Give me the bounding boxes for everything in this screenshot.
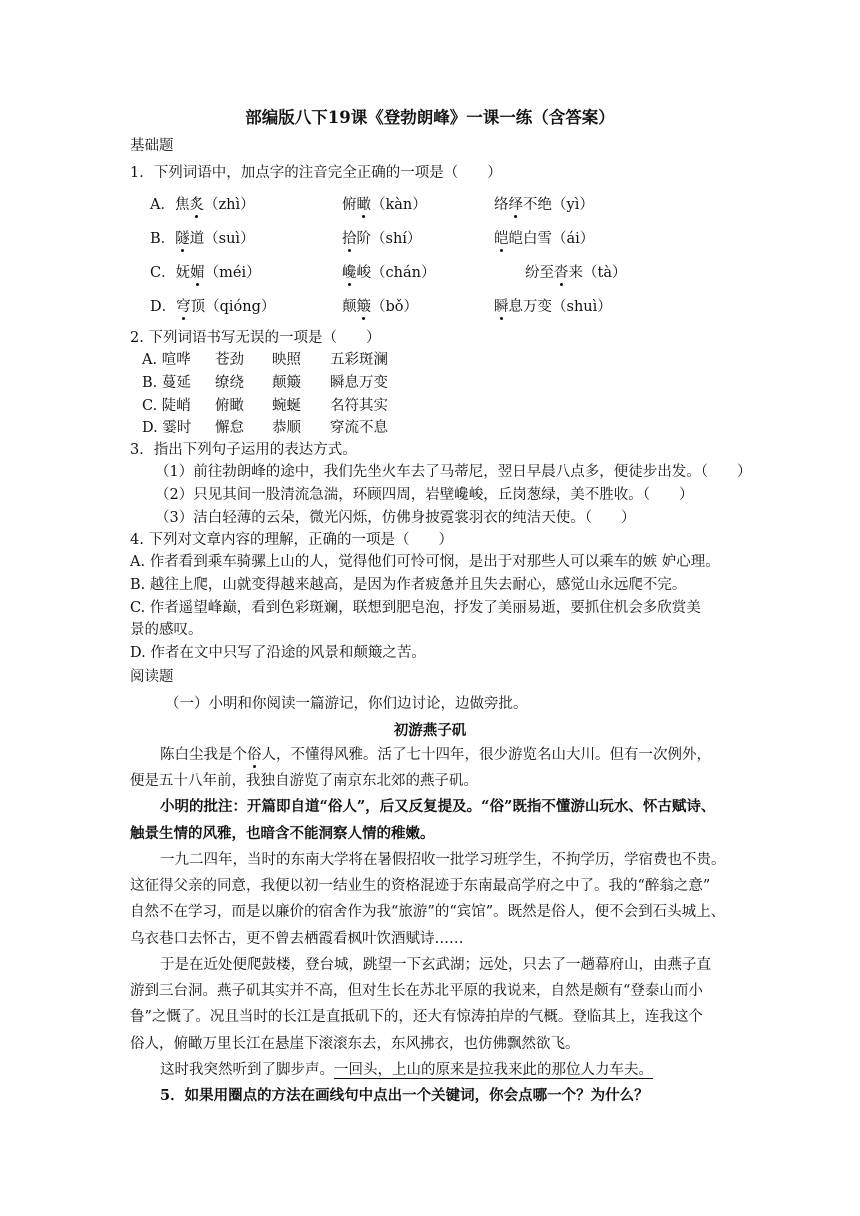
- q4-option-b: B. 越往上爬，山就变得越来越高，是因为作者疲惫并且失去耐心，感觉山永远爬不完。: [130, 577, 687, 593]
- emphasis-dot-char: 隧: [175, 231, 190, 247]
- question-5-stem: 5．如果用圈点的方法在画线句中点出一个关键词，你会点哪一个？为什么？: [160, 1087, 649, 1104]
- annotation-line2: 触景生情的风雅，也暗含不能洞察人情的稚嫩。: [130, 825, 435, 842]
- q1-option-b-word3: 皑皑白雪（ái）: [494, 231, 595, 247]
- q2-row-a-col2: 苍劲: [215, 352, 244, 368]
- q2-row-c-col4: 名符其实: [330, 398, 388, 414]
- q1-option-b-word2: 拾阶（shí）: [342, 231, 422, 247]
- q1-option-d-word2: 颠簸（bǒ）: [342, 299, 419, 315]
- essay-paragraph-1-line2: 便是五十八年前，我独自游览了南京东北郊的燕子矶。: [130, 773, 478, 789]
- emphasis-dot-char: 绎: [508, 197, 523, 213]
- q2-row-d-col1: D. 霎时: [142, 420, 192, 436]
- annotation-line1: 小明的批注：开篇即自道“俗人”，后又反复提及。“俗”既指不懂游山玩水、怀古赋诗、: [160, 798, 716, 815]
- q1-option-a-word2: 俯瞰（kàn）: [342, 197, 427, 213]
- question-1-stem: 1．下列词语中，加点字的注音完全正确的一项是（ ）: [130, 165, 502, 181]
- underlined-sentence: 一回头，上山的原来是拉我来此的那位人力车夫。: [334, 1062, 653, 1078]
- q3-item-2: （2）只见其间一股清流急湍，环顾四周，岩壁巉峻，丘岗葱绿，美不胜收。（ ）: [155, 487, 694, 503]
- q4-option-a: A. 作者看到乘车骑骡上山的人，觉得他们可怜可悯，是出于对那些人可以乘车的嫉 妒心理。: [130, 554, 720, 570]
- essay-paragraph-1-line1: 陈白尘我是个俗人，不懂得风雅。活了七十四年，很少游览名山大川。但有一次例外，: [160, 747, 711, 763]
- emphasis-dot-char: 媚: [190, 265, 205, 281]
- q1-option-c-word3: 纷至沓来（tà）: [525, 265, 627, 281]
- q1-option-c-word2: 巉峻（chán）: [342, 265, 436, 281]
- emphasis-dot-char: 炙: [189, 197, 204, 213]
- emphasis-dot-char: 瞰: [356, 197, 371, 213]
- q4-option-c-line2: 景的感叹。: [130, 622, 203, 638]
- q1-option-d: D．穹顶（qióng）: [150, 299, 276, 315]
- emphasis-dot-char: 俗: [247, 747, 262, 763]
- q2-row-a-col3: 映照: [272, 352, 301, 368]
- section-heading-basic: 基础题: [130, 138, 174, 154]
- q2-row-d-col2: 懈怠: [215, 420, 244, 436]
- emphasis-dot-char: 拾: [342, 231, 357, 247]
- q2-row-a-col4: 五彩斑澜: [330, 352, 388, 368]
- question-3-stem: 3．指出下列句子运用的表达方式。: [130, 442, 357, 458]
- essay-paragraph-3-line1: 于是在近处便爬鼓楼，登台城，跳望一下玄武湖；远处，只去了一趟幕府山，由燕子直: [160, 957, 711, 973]
- q3-item-3: （3）洁白轻薄的云朵，微光闪烁，仿佛身披霓裳羽衣的纯洁天使。（ ）: [155, 510, 636, 526]
- emphasis-dot-char: 穹: [176, 299, 191, 315]
- question-2-stem: 2. 下列词语书写无误的一项是（ ）: [130, 330, 381, 346]
- q1-option-b: B．隧道（suì）: [150, 231, 255, 247]
- q2-row-b-col4: 瞬息万变: [330, 375, 388, 391]
- paragraph-4-lead: 这时我突然听到了脚步声。: [160, 1062, 334, 1078]
- q1-option-d-word3: 瞬息万变（shuì）: [494, 299, 612, 315]
- q4-option-d: D. 作者在文中只写了沿途的风景和颠簸之苦。: [130, 645, 426, 661]
- emphasis-dot-char: 簸: [356, 299, 371, 315]
- document-title: 部编版八下19课《登勃朗峰》一课一练（含答案）: [245, 108, 615, 127]
- q2-row-d-col4: 穿流不息: [330, 420, 388, 436]
- essay-paragraph-3-line4: 俗人，俯瞰万里长江在悬崖下滚滚东去，东风拂衣，也仿佛飘然欲飞。: [130, 1036, 580, 1052]
- q1-option-a: A．焦炙（zhì）: [150, 197, 255, 213]
- emphasis-dot-char: 皑: [494, 231, 509, 247]
- q2-row-d-col3: 恭顺: [272, 420, 301, 436]
- essay-title: 初游燕子矶: [393, 722, 467, 739]
- q1-option-a-word3: 络绎不绝（yì）: [494, 197, 594, 213]
- q4-option-c-line1: C. 作者遥望峰巅，看到色彩斑斓，联想到肥皂泡，抒发了美丽易逝，要抓住机会多欣赏美: [130, 600, 701, 616]
- essay-paragraph-2-line1: 一九二四年，当时的东南大学将在暑假招收一批学习班学生，不拘学历，学宿费也不贵。: [160, 852, 726, 868]
- q2-row-b-col1: B. 蔓延: [142, 375, 191, 391]
- q2-row-b-col2: 缭绕: [215, 375, 244, 391]
- q1-option-c: C．妩媚（méi）: [150, 265, 261, 281]
- essay-paragraph-2-line2: 这征得父亲的同意，我便以初一结业生的资格混迹于东南最高学府之中了。我的“醉翁之意”: [130, 878, 711, 894]
- question-4-stem: 4. 下列对文章内容的理解，正确的一项是（ ）: [130, 532, 453, 548]
- reading-intro: （一）小明和你阅读一篇游记，你们边讨论，边做旁批。: [165, 696, 528, 712]
- essay-paragraph-2-line3: 自然不在学习，而是以廉价的宿舍作为我“旅游”的“宾馆”。既然是俗人，便不会到石头城上、: [130, 904, 726, 920]
- q2-row-b-col3: 颠簸: [272, 375, 301, 391]
- essay-paragraph-2-line4: 乌衣巷口去怀古，更不曾去栖霞看枫叶饮酒赋诗……: [130, 931, 464, 947]
- q2-row-a-col1: A. 喧哗: [142, 352, 191, 368]
- q2-row-c-col3: 蜿蜒: [272, 398, 301, 414]
- q2-row-c-col2: 俯瞰: [215, 398, 244, 414]
- essay-paragraph-3-line3: 鲁”之慨了。况且当时的长江是直抵矶下的，还大有惊涛拍岸的气概。登临其上，连我这个: [130, 1009, 703, 1025]
- q3-item-1: （1）前往勃朗峰的途中，我们先坐火车去了马蒂尼，翌日早晨八点多，便徒步出发。（ ）: [155, 464, 752, 480]
- emphasis-dot-char: 巉: [342, 265, 357, 281]
- q2-row-c-col1: C. 陡峭: [142, 398, 191, 414]
- emphasis-dot-char: 沓: [554, 265, 569, 281]
- section-heading-reading: 阅读题: [130, 669, 174, 685]
- emphasis-dot-char: 瞬: [494, 299, 509, 315]
- essay-paragraph-3-line2: 游到三台洞。燕子矶其实并不高，但对生长在苏北平原的我说来，自然是颇有“登泰山而小: [130, 983, 703, 999]
- essay-paragraph-4: [160, 1060, 653, 1080]
